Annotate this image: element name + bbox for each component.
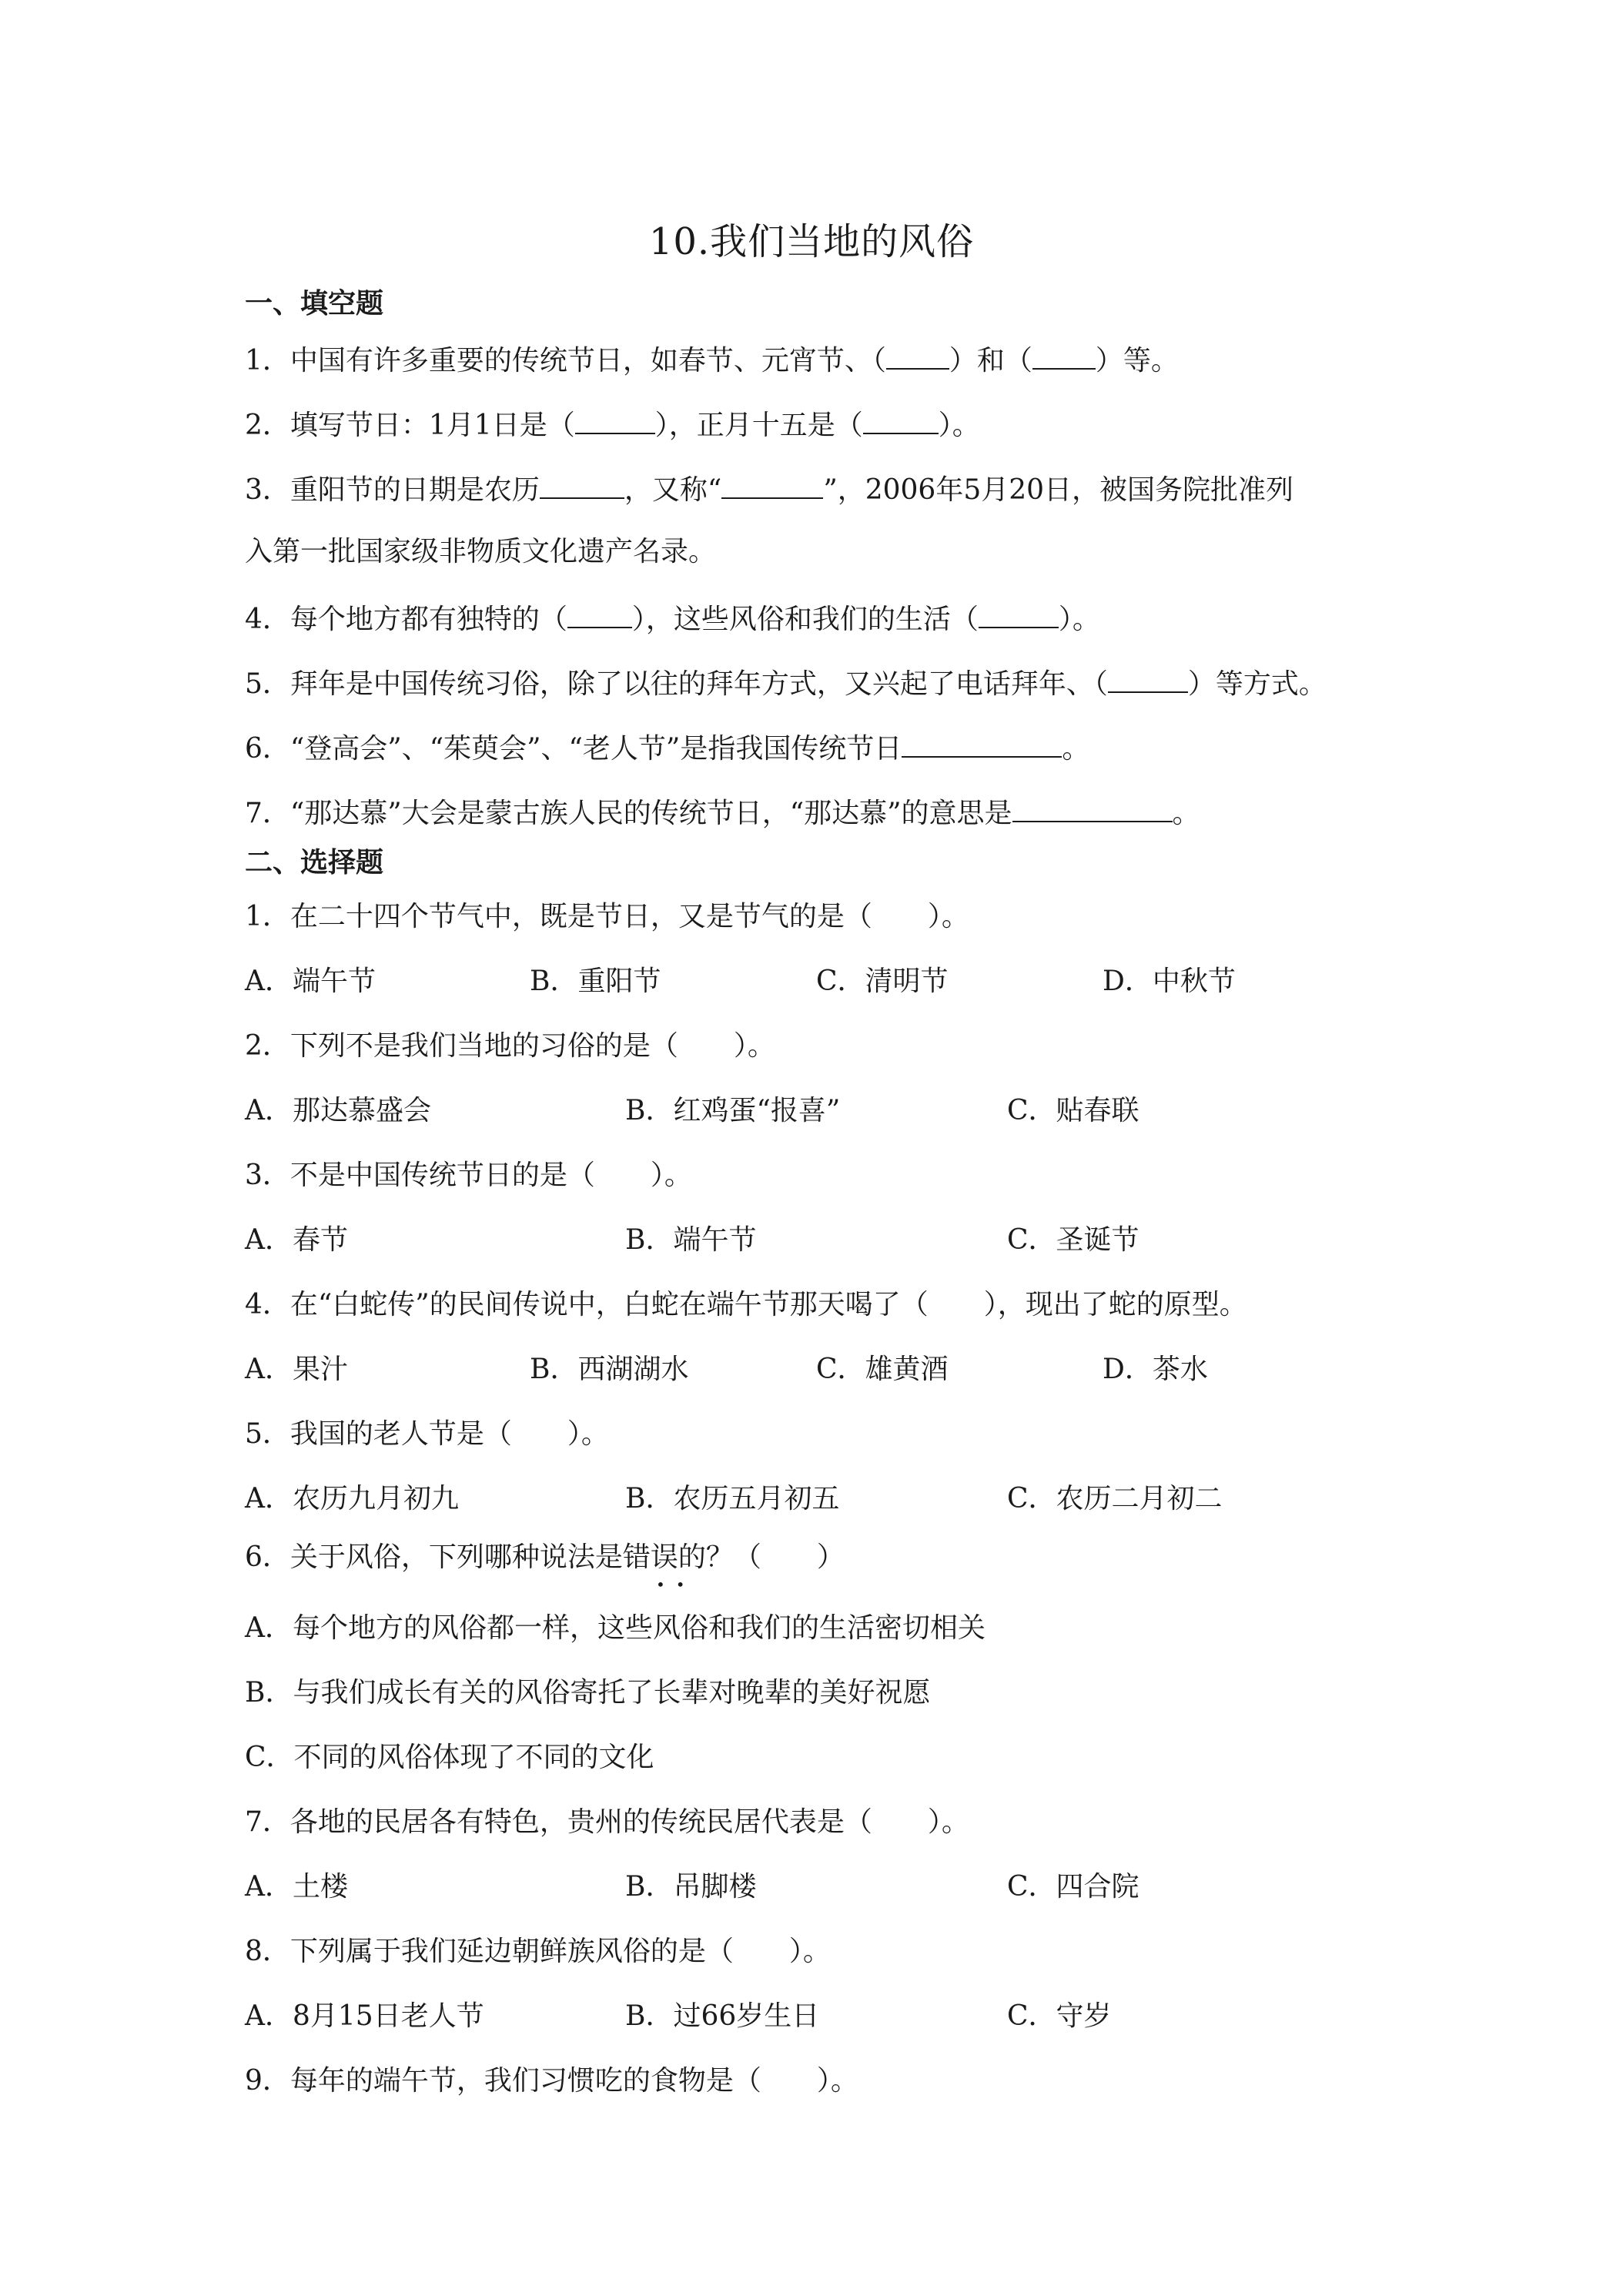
section-heading-fill-in: 一、填空题 xyxy=(245,288,384,320)
answer-blank[interactable] xyxy=(886,337,949,370)
option-a[interactable]: A．端午节 xyxy=(245,966,376,997)
choice-question-5: 5．我国的老人节是（ ）。 xyxy=(245,1418,609,1450)
fill-question-1: 1．中国有许多重要的传统节日，如春节、元宵节、（ ）和（ ）等。 xyxy=(245,337,1384,382)
fill-question-5: 5．拜年是中国传统习俗，除了以往的拜年方式，又兴起了电话拜年、（ ）等方式。 xyxy=(245,661,1384,705)
section-heading-multiple-choice: 二、选择题 xyxy=(245,847,384,879)
option-b[interactable]: B．与我们成长有关的风俗寄托了长辈对晚辈的美好祝愿 xyxy=(245,1677,931,1709)
option-c[interactable]: C．四合院 xyxy=(1007,1871,1139,1903)
answer-blank[interactable] xyxy=(863,402,939,434)
option-a[interactable]: A．土楼 xyxy=(245,1871,348,1903)
option-a[interactable]: A．那达慕盛会 xyxy=(245,1095,431,1126)
choice-question-9: 9．每年的端午节，我们习惯吃的食物是（ ）。 xyxy=(245,2065,858,2097)
emphasis-dots: •• xyxy=(656,1575,696,1594)
page-title: 10.我们当地的风俗 xyxy=(648,220,975,263)
option-c[interactable]: C．圣诞节 xyxy=(1007,1224,1139,1256)
fill-question-6: 6．“登高会”、“茱萸会”、“老人节”是指我国传统节日 。 xyxy=(245,725,1384,770)
choice-question-6: 6．关于风俗，下列哪种说法是错误的？（ ） xyxy=(245,1541,845,1573)
option-c[interactable]: C．清明节 xyxy=(816,966,949,997)
option-c[interactable]: C．农历二月初二 xyxy=(1007,1483,1223,1514)
answer-blank[interactable] xyxy=(567,596,632,628)
option-b[interactable]: B．端午节 xyxy=(625,1224,757,1256)
answer-blank[interactable] xyxy=(575,402,655,434)
option-b[interactable]: B．红鸡蛋“报喜” xyxy=(625,1095,841,1126)
option-c[interactable]: C．不同的风俗体现了不同的文化 xyxy=(245,1742,654,1773)
option-a[interactable]: A．果汁 xyxy=(245,1354,348,1385)
option-a[interactable]: A．8月15日老人节 xyxy=(245,2000,484,2032)
choice-question-3: 3．不是中国传统节日的是（ ）。 xyxy=(245,1160,692,1191)
answer-blank[interactable] xyxy=(721,467,823,499)
option-d[interactable]: D．中秋节 xyxy=(1103,966,1236,997)
option-b[interactable]: B．农历五月初五 xyxy=(625,1483,840,1514)
option-b[interactable]: B．吊脚楼 xyxy=(625,1871,757,1903)
choice-question-8: 8．下列属于我们延边朝鲜族风俗的是（ ）。 xyxy=(245,1936,831,1967)
fill-question-3-continued: 入第一批国家级非物质文化遗产名录。 xyxy=(245,536,717,567)
answer-blank[interactable] xyxy=(902,725,1062,758)
fill-question-3: 3．重阳节的日期是农历 ，又称“ ”，2006年5月20日，被国务院批准列 xyxy=(245,467,1384,511)
fill-question-7: 7．“那达慕”大会是蒙古族人民的传统节日，“那达慕”的意思是 。 xyxy=(245,790,1384,835)
option-d[interactable]: D．茶水 xyxy=(1103,1354,1208,1385)
option-a[interactable]: A．农历九月初九 xyxy=(245,1483,459,1514)
option-c[interactable]: C．贴春联 xyxy=(1007,1095,1139,1126)
option-b[interactable]: B．西湖湖水 xyxy=(530,1354,689,1385)
choice-question-1: 1．在二十四个节气中，既是节日，又是节气的是（ ）。 xyxy=(245,901,969,932)
choice-question-2: 2．下列不是我们当地的习俗的是（ ）。 xyxy=(245,1030,775,1062)
option-b[interactable]: B．过66岁生日 xyxy=(625,2000,820,2032)
option-a[interactable]: A．春节 xyxy=(245,1224,348,1256)
fill-question-4: 4．每个地方都有独特的（ ），这些风俗和我们的生活（ ）。 xyxy=(245,596,1384,641)
answer-blank[interactable] xyxy=(540,467,624,499)
option-a[interactable]: A．每个地方的风俗都一样，这些风俗和我们的生活密切相关 xyxy=(245,1612,986,1644)
option-b[interactable]: B．重阳节 xyxy=(530,966,661,997)
fill-question-2: 2．填写节日：1月1日是（ ），正月十五是（ ）。 xyxy=(245,402,1384,447)
answer-blank[interactable] xyxy=(1012,790,1173,822)
option-c[interactable]: C．守岁 xyxy=(1007,2000,1112,2032)
answer-blank[interactable] xyxy=(1108,661,1188,693)
option-c[interactable]: C．雄黄酒 xyxy=(816,1354,949,1385)
answer-blank[interactable] xyxy=(979,596,1059,628)
choice-question-7: 7．各地的民居各有特色，贵州的传统民居代表是（ ）。 xyxy=(245,1806,969,1838)
choice-question-4: 4．在“白蛇传”的民间传说中，白蛇在端午节那天喝了（ ），现出了蛇的原型。 xyxy=(245,1289,1247,1320)
answer-blank[interactable] xyxy=(1032,337,1096,370)
